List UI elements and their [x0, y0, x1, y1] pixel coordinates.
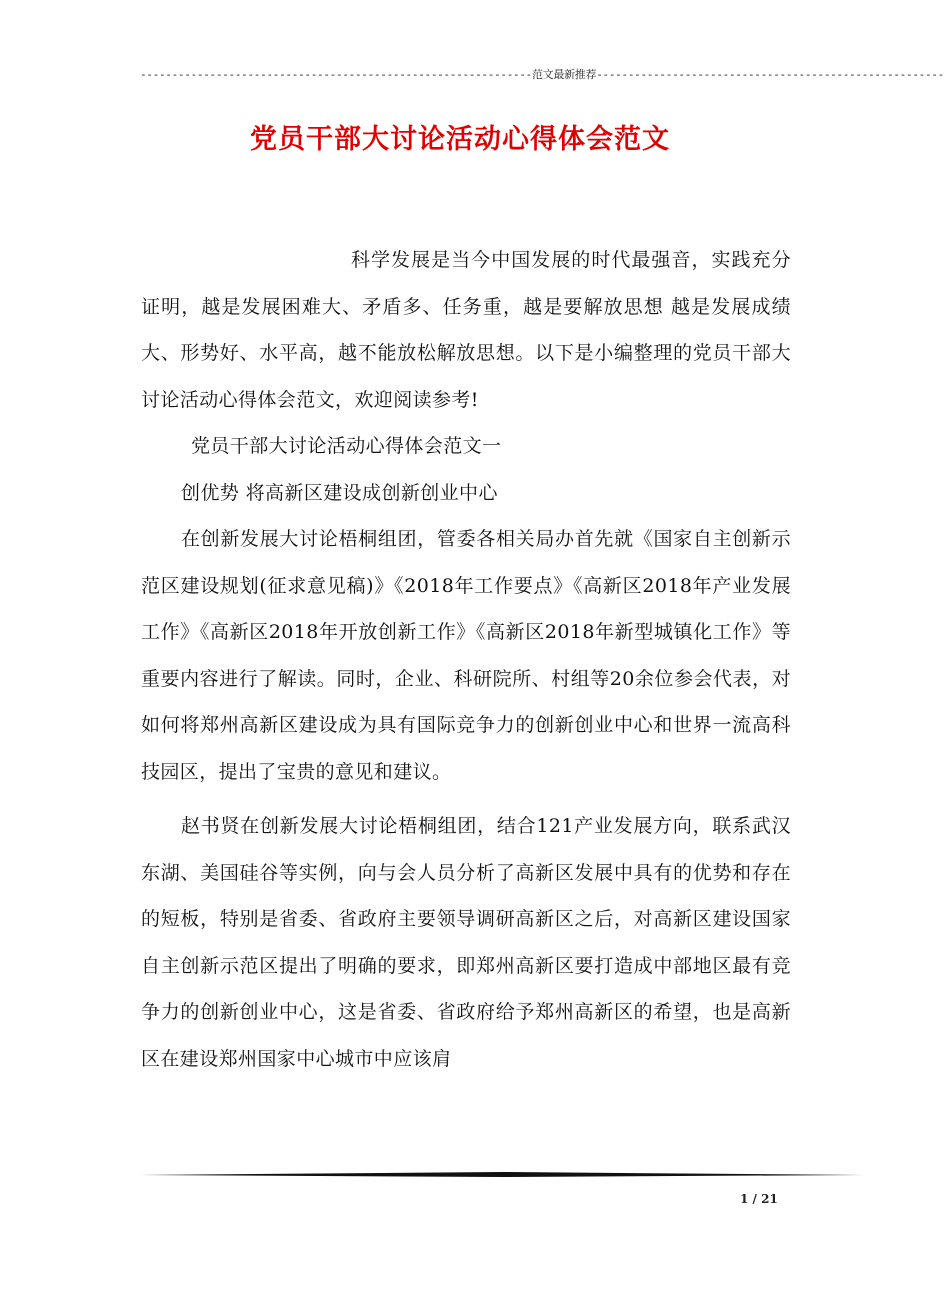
document-body [141, 237, 791, 1082]
header-label: 范文最新推荐 [532, 68, 597, 81]
section-subheading: 创优势 将高新区建设成创新创业中心 [181, 481, 498, 504]
header-dashes-right: ------------------------------------------------------- [596, 68, 944, 81]
body-paragraph-2: 赵书贤在创新发展大讨论梧桐组团，结合121产业发展方向，联系武汉东湖、美国硅谷等实例，向与会人员分析了高新区发展中具有的优势和存在的短板，特别是省委、省政府主要领导调研高新区之后，对高新区建设国家自主创新示范区提出了明确的要求，即郑州高新区要打造成中部地区最有竞争力的创新创业中心，这是省委、省政府给予郑州高新区的希望，也是高新区在建设郑州国家中心城市中应该肩 [141, 815, 791, 1070]
document-title: 党员干部大讨论活动心得体会范文 [250, 124, 670, 155]
page-header [140, 68, 944, 82]
header-dashes-left: -------------------------------------------------------------- [140, 68, 532, 81]
footer-rule [140, 1172, 864, 1177]
section-heading: 党员干部大讨论活动心得体会范文一 [191, 435, 502, 457]
page-number: 1 / 21 [740, 1192, 778, 1206]
intro-paragraph: 科学发展是当今中国发展的时代最强音，实践充分证明，越是发展困难大、矛盾多、任务重，越是要解放思想 越是发展成绩大、形势好、水平高，越不能放松解放思想。以下是小编整理的党员干部大讨论活动心得体会范文，欢迎阅读参考! [141, 249, 791, 411]
body-paragraph-1: 在创新发展大讨论梧桐组团，管委各相关局办首先就《国家自主创新示范区建设规划(征求意见稿)》《2018年工作要点》《高新区2018年产业发展工作》《高新区2018年开放创新工作》《高新区2018年新型城镇化工作》等重要内容进行了解读。同时，企业、科研院所、村组等20余位参会代表，对如何将郑州高新区建设成为具有国际竞争力的创新创业中心和世界一流高科技园区，提出了宝贵的意见和建议。 [141, 528, 791, 783]
paragraph-gap [141, 795, 791, 803]
